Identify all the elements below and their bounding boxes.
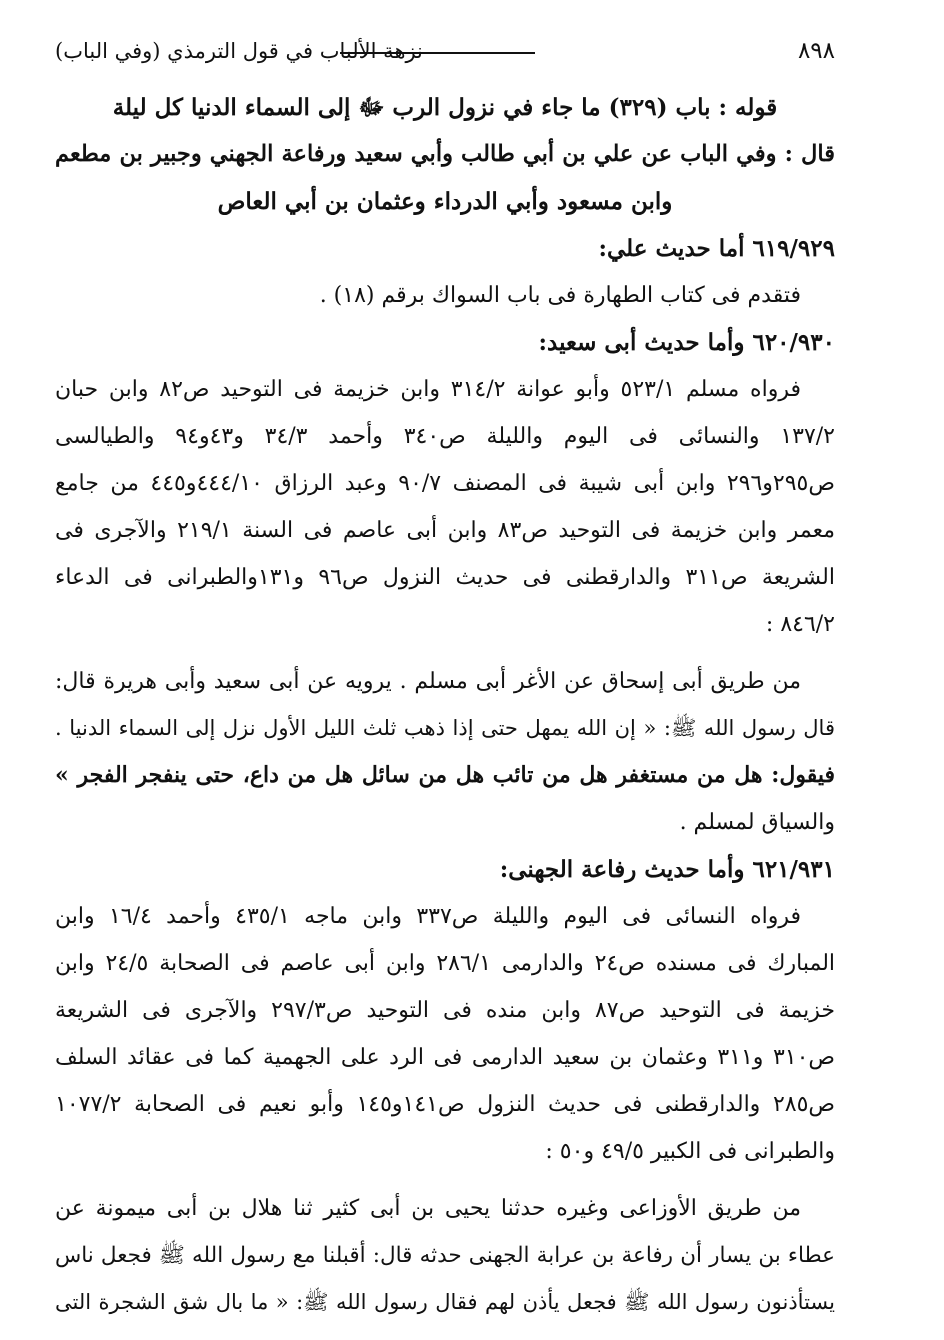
text-line: معمر وابن خزيمة فى التوحيد ص٨٣ وابن أبى عاصم فى السنة ٢١٩/١ والآجرى فى (55, 518, 835, 543)
page-header (55, 30, 835, 72)
chapter-heading-line-2: قال : وفي الباب عن علي بن أبي طالب وأبي سعيد ورفاعة الجهني وجبير بن مطعم (55, 141, 835, 167)
text-line: عطاء بن يسار أن رفاعة بن عرابة الجهنى حدثه قال: أقبلنا مع رسول الله ﷺ فجعل ناس (55, 1243, 835, 1268)
hadith-text-line: فيقول: هل من مستغفر هل من تائب هل من سائل هل من داع، حتى ينفجر الفجر » (55, 762, 835, 788)
paragraph-gap (55, 1175, 835, 1185)
running-title: نزهة الألباب في قول الترمذي (وفي الباب) (55, 39, 423, 63)
hadith-subheading-ali: ٦١٩/٩٢٩ أما حديث علي: (598, 235, 835, 262)
text-line: قال رسول الله ﷺ: « إن الله يمهل حتى إذا ذهب ثلث الليل الأول نزل إلى السماء الدنيا . (55, 716, 835, 740)
hadith-subheading-rifaa: ٦٢١/٩٣١ وأما حديث رفاعة الجهنى: (499, 856, 835, 883)
text-line: المبارك فى مسنده ص٢٤ والدارمى ٢٨٦/١ وابن أبى عاصم فى الصحابة ٢٤/٥ وابن (55, 951, 835, 976)
text-line: والطبرانى فى الكبير ٤٩/٥ و٥٠ : (545, 1139, 835, 1164)
paragraph-gap (55, 648, 835, 658)
chapter-heading-line-3: وابن مسعود وأبي الدرداء وعثمان بن أبي العاص (217, 188, 673, 215)
text-line: ص٢٨٥ والدارقطنى فى حديث النزول ص١٤١و١٤٥ وأبو نعيم فى الصحابة ١٠٧٧/٢ (55, 1092, 835, 1117)
text-line: فرواه النسائى فى اليوم والليلة ص٣٣٧ وابن ماجه ٤٣٥/١ وأحمد ١٦/٤ وابن (55, 904, 802, 929)
text-line: خزيمة فى التوحيد ص٨٧ وابن منده فى التوحيد ص٢٩٧/٣ والآجرى فى الشريعة (55, 998, 835, 1023)
page-number: ٨٩٨ (797, 38, 835, 64)
text-line: ٨٤٦/٢ : (765, 612, 835, 637)
text-line: ١٣٧/٢ والنسائى فى اليوم والليلة ص٣٤٠ وأحمد ٣٤/٣ و٤٣و٩٤ والطيالسى (55, 424, 835, 449)
page-body (55, 84, 835, 1326)
text-line: ص٣١٠ و٣١١ وعثمان بن سعيد الدارمى فى الرد على الجهمية كما فى عقائد السلف (55, 1045, 835, 1070)
text-line: يستأذنون رسول الله ﷺ فجعل يأذن لهم فقال رسول الله ﷺ: « ما بال شق الشجرة التى (55, 1290, 835, 1314)
text-line: الشريعة ص٣١١ والدارقطنى فى حديث النزول ص٩٦ و١٣١والطبرانى فى الدعاء (55, 565, 835, 590)
chapter-heading: قوله : باب (٣٢٩) ما جاء في نزول الرب ﷻ إلى السماء الدنيا كل ليلة (112, 94, 778, 121)
text-line: فرواه مسلم ٥٢٣/١ وأبو عوانة ٣١٤/٢ وابن خزيمة فى التوحيد ص٨٢ وابن حبان (55, 377, 801, 402)
text-line: والسياق لمسلم . (679, 810, 835, 835)
text-line: من طريق الأوزاعى وغيره حدثنا يحيى بن أبى كثير ثنا هلال بن أبى ميمونة عن (55, 1196, 801, 1221)
text-line: ص٢٩٥و٢٩٦ وابن أبى شيبة فى المصنف ٩٠/٧ وعبد الرزاق ٤٤٤/١٠و٤٤٥ من جامع (55, 471, 835, 496)
text-line: من طريق أبى إسحاق عن الأغر أبى مسلم . يرويه عن أبى سعيد وأبى هريرة قال: (55, 669, 801, 694)
text-line: فتقدم فى كتاب الطهارة فى باب السواك برقم (١٨) . (319, 283, 801, 308)
hadith-subheading-abi-said: ٦٢٠/٩٣٠ وأما حديث أبى سعيد: (538, 329, 835, 356)
